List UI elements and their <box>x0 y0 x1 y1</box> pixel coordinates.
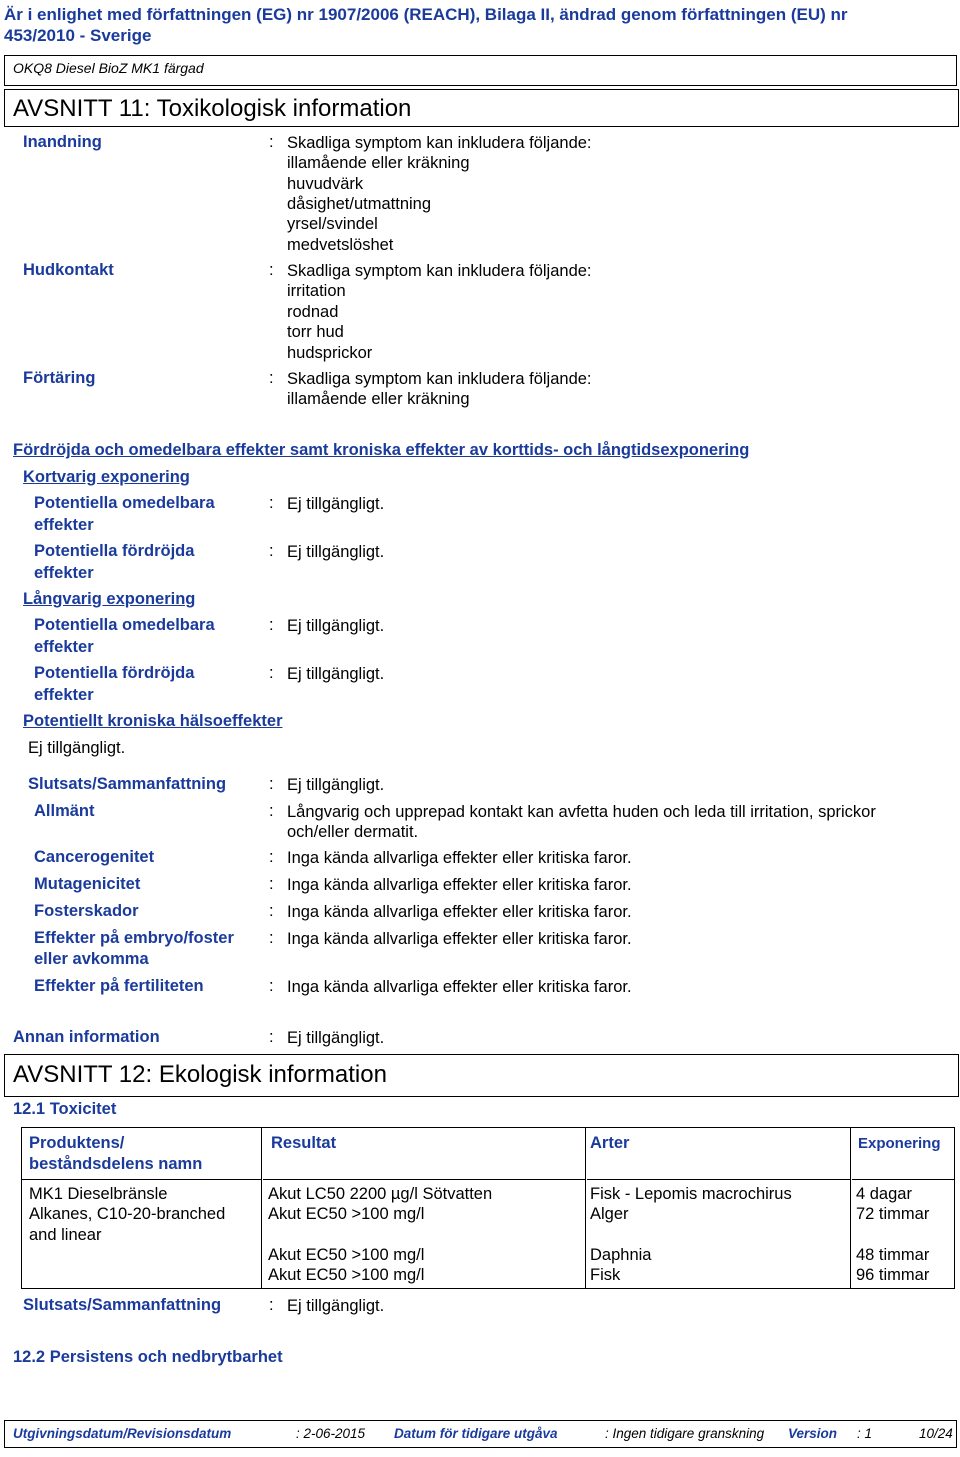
embryo-value: Inga kända allvarliga effekter eller kritiska faror. <box>287 930 632 948</box>
footer-prev-value: : Ingen tidigare granskning <box>605 1426 765 1441</box>
component-name-line: and linear <box>29 1226 102 1244</box>
inandning-label: Inandning <box>23 133 102 151</box>
fortaring-label: Förtäring <box>23 369 96 387</box>
colon: : <box>269 1028 274 1046</box>
hudkontakt-line-0: Skadliga symptom kan inkludera följande: <box>287 262 592 280</box>
hudkontakt-label: Hudkontakt <box>23 261 114 279</box>
table-cell-species: Alger <box>590 1205 629 1223</box>
short-immediate-label-2: effekter <box>34 516 94 534</box>
component-name-line: Alkanes, C10-20-branched <box>29 1205 226 1223</box>
colon: : <box>269 261 274 279</box>
long-immediate-label-2: effekter <box>34 638 94 656</box>
section-12-title: AVSNITT 12: Ekologisk information <box>13 1061 387 1088</box>
colon: : <box>269 616 274 634</box>
chronic-effects-heading: Potentiellt kroniska hälsoeffekter <box>23 712 283 730</box>
short-delayed-label-1: Potentiella fördröjda <box>34 542 195 560</box>
col-header-name-2: beståndsdelens namn <box>29 1155 203 1173</box>
product-name-box <box>4 55 957 86</box>
persistence-heading: 12.2 Persistens och nedbrytbarhet <box>13 1348 283 1366</box>
short-exposure-heading: Kortvarig exponering <box>23 468 190 486</box>
short-delayed-label-2: effekter <box>34 564 94 582</box>
footer-date-label: Utgivningsdatum/Revisionsdatum <box>13 1426 232 1441</box>
delayed-effects-heading: Fördröjda och omedelbara effekter samt kroniska effekter av korttids- och långtidsexponering <box>13 441 750 459</box>
table-bottom-border <box>21 1288 955 1289</box>
short-delayed-value: Ej tillgängligt. <box>287 543 385 561</box>
inandning-line-2: huvudvärk <box>287 175 364 193</box>
table-top-border <box>21 1127 955 1128</box>
table-right-border <box>954 1127 955 1289</box>
colon: : <box>269 902 274 920</box>
colon: : <box>269 775 274 793</box>
embryo-label-1: Effekter på embryo/foster <box>34 929 234 947</box>
colon: : <box>269 494 274 512</box>
footer-box <box>4 1420 957 1448</box>
other-info-label: Annan information <box>13 1028 160 1046</box>
inandning-line-3: dåsighet/utmattning <box>287 195 432 213</box>
chronic-effects-value: Ej tillgängligt. <box>28 739 126 757</box>
mutagen-value: Inga kända allvarliga effekter eller kritiska faror. <box>287 876 632 894</box>
inandning-line-1: illamående eller kräkning <box>287 154 470 172</box>
other-info-value: Ej tillgängligt. <box>287 1029 385 1047</box>
table-cell-exposure: 48 timmar <box>856 1246 930 1264</box>
inandning-line-4: yrsel/svindel <box>287 215 378 233</box>
eco-conclusion-value: Ej tillgängligt. <box>287 1297 385 1315</box>
table-header-divider-2 <box>263 1179 585 1180</box>
section-11-title-box <box>4 89 959 127</box>
inandning-line-5: medvetslöshet <box>287 236 394 254</box>
col-header-result: Resultat <box>271 1134 337 1152</box>
long-immediate-value: Ej tillgängligt. <box>287 617 385 635</box>
colon: : <box>269 802 274 820</box>
cancer-value: Inga kända allvarliga effekter eller kritiska faror. <box>287 849 632 867</box>
footer-page-number: 10/24 <box>919 1426 953 1441</box>
allmant-value-1: Långvarig och upprepad kontakt kan avfetta huden och leda till irritation, sprickor <box>287 803 876 821</box>
table-header-divider-1 <box>21 1179 261 1180</box>
colon: : <box>269 542 274 560</box>
table-col-divider-2 <box>585 1127 586 1289</box>
colon: : <box>269 1296 274 1314</box>
footer-prev-label: Datum för tidigare utgåva <box>394 1426 558 1441</box>
hudkontakt-line-2: rodnad <box>287 303 339 321</box>
table-header-divider-3 <box>587 1179 850 1180</box>
short-immediate-value: Ej tillgängligt. <box>287 495 385 513</box>
table-cell-exposure: 96 timmar <box>856 1266 930 1284</box>
document-header-title: Är i enlighet med författningen (EG) nr 1907/2006 (REACH), Bilaga II, ändrad genom författningen (EU) nr 453/2010 - Sverige <box>4 5 848 45</box>
footer-date-value: : 2-06-2015 <box>296 1426 366 1441</box>
colon: : <box>269 664 274 682</box>
table-cell-result: Akut LC50 2200 µg/l Sötvatten <box>268 1185 493 1203</box>
col-header-exposure: Exponering <box>858 1135 941 1152</box>
col-header-name-1: Produktens/ <box>29 1134 125 1152</box>
footer-version-value: : 1 <box>857 1426 873 1441</box>
long-exposure-heading: Långvarig exponering <box>23 590 196 608</box>
inandning-line-0: Skadliga symptom kan inkludera följande: <box>287 134 592 152</box>
colon: : <box>269 929 274 947</box>
table-cell-result: Akut EC50 >100 mg/l <box>268 1246 425 1264</box>
table-cell-exposure: 72 timmar <box>856 1205 930 1223</box>
allmant-label: Allmänt <box>34 802 95 820</box>
conclusion-value: Ej tillgängligt. <box>287 776 385 794</box>
long-delayed-label-2: effekter <box>34 686 94 704</box>
allmant-value-2: och/eller dermatit. <box>287 823 419 841</box>
table-cell-species: Fisk <box>590 1266 621 1284</box>
hudkontakt-line-1: irritation <box>287 282 346 300</box>
colon: : <box>269 133 274 151</box>
eco-conclusion-label: Slutsats/Sammanfattning <box>23 1296 222 1314</box>
fortaring-line-0: Skadliga symptom kan inkludera följande: <box>287 370 592 388</box>
long-delayed-value: Ej tillgängligt. <box>287 665 385 683</box>
table-cell-species: Daphnia <box>590 1246 652 1264</box>
toxicity-heading: 12.1 Toxicitet <box>13 1100 117 1118</box>
table-left-border <box>21 1127 22 1289</box>
table-header-divider-4 <box>852 1179 955 1180</box>
fertil-value: Inga kända allvarliga effekter eller kritiska faror. <box>287 978 632 996</box>
hudkontakt-line-4: hudsprickor <box>287 344 373 362</box>
foster-label: Fosterskador <box>34 902 139 920</box>
table-cell-result: Akut EC50 >100 mg/l <box>268 1266 425 1284</box>
foster-value: Inga kända allvarliga effekter eller kritiska faror. <box>287 903 632 921</box>
long-immediate-label-1: Potentiella omedelbara <box>34 616 215 634</box>
table-col-divider-1 <box>261 1127 262 1289</box>
hudkontakt-line-3: torr hud <box>287 323 344 341</box>
cancer-label: Cancerogenitet <box>34 848 155 866</box>
long-delayed-label-1: Potentiella fördröjda <box>34 664 195 682</box>
section-11-title: AVSNITT 11: Toxikologisk information <box>13 95 412 122</box>
table-cell-species: Fisk - Lepomis macrochirus <box>590 1185 792 1203</box>
product-name: OKQ8 Diesel BioZ MK1 färgad <box>13 60 204 76</box>
short-immediate-label-1: Potentiella omedelbara <box>34 494 215 512</box>
colon: : <box>269 848 274 866</box>
footer-version-label: Version <box>788 1426 838 1441</box>
table-cell-result: Akut EC50 >100 mg/l <box>268 1205 425 1223</box>
conclusion-label: Slutsats/Sammanfattning <box>28 775 227 793</box>
col-header-species: Arter <box>590 1134 630 1152</box>
table-col-divider-3 <box>850 1127 851 1289</box>
component-name-line: MK1 Dieselbränsle <box>29 1185 168 1203</box>
fortaring-line-1: illamående eller kräkning <box>287 390 470 408</box>
mutagen-label: Mutagenicitet <box>34 875 141 893</box>
table-cell-exposure: 4 dagar <box>856 1185 912 1203</box>
section-12-title-box <box>4 1054 959 1097</box>
fertil-label: Effekter på fertiliteten <box>34 977 204 995</box>
colon: : <box>269 875 274 893</box>
colon: : <box>269 369 274 387</box>
embryo-label-2: eller avkomma <box>34 950 149 968</box>
colon: : <box>269 977 274 995</box>
